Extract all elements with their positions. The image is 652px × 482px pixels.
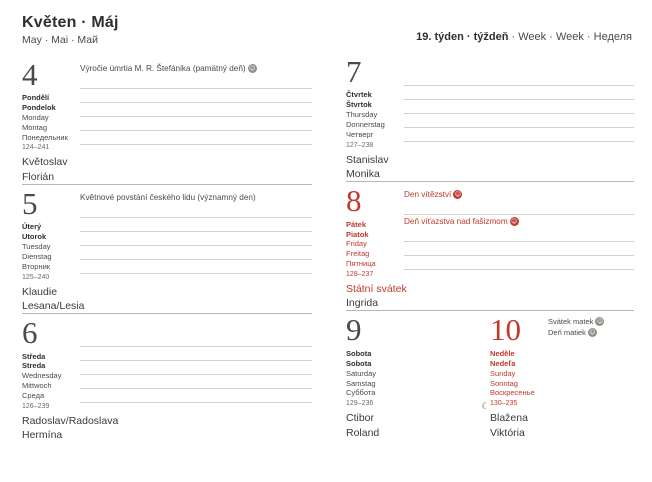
weekday-names: [22, 93, 80, 142]
name-day-cs: Radoslav/Radoslava: [22, 414, 119, 427]
holiday-note: [548, 317, 634, 327]
name-day-sk: Florián: [22, 170, 55, 183]
name-day-sk: Viktória: [490, 426, 525, 439]
write-line[interactable]: [80, 89, 312, 103]
weekday-names: [346, 90, 404, 139]
weekday-en: Sunday: [490, 368, 516, 378]
write-line[interactable]: [80, 75, 312, 89]
weekend-name-day-list: [346, 407, 634, 439]
day-count: 129–236: [346, 400, 374, 408]
weekday-de: Freitag: [346, 249, 370, 259]
day-block-saturday: [346, 312, 490, 408]
day-block-sunday: [490, 312, 634, 408]
write-line[interactable]: [80, 347, 312, 361]
day-block-friday: [346, 181, 634, 310]
day-number-col: [346, 54, 404, 149]
left-column: [22, 14, 328, 472]
name-day-list: [346, 149, 634, 181]
day-number-col: [346, 183, 404, 279]
day-count: 127–238: [346, 141, 374, 149]
weekday-sk: Sobota: [346, 358, 372, 368]
write-line[interactable]: [80, 361, 312, 375]
weekday-cs: Pondělí: [22, 93, 50, 103]
weekday-ru: Четверг: [346, 130, 374, 139]
name-day-cs: Stanislav: [346, 153, 389, 166]
sunday-name-days: [490, 411, 634, 439]
sunday-notes-area[interactable]: [548, 315, 634, 407]
weekday-de: Donnerstag: [346, 120, 385, 130]
day-number: 4: [22, 56, 38, 92]
name-day-sk: Hermína: [22, 429, 63, 442]
page-columns: [22, 14, 634, 472]
weekday-sk: Štvrtok: [346, 100, 372, 110]
holiday-note: [80, 320, 312, 333]
name-day-cs: Květoslav: [22, 156, 68, 169]
smiley-icon: ☺: [589, 328, 596, 336]
day-count: 124–241: [22, 144, 50, 152]
day-block-weekend: [346, 310, 634, 439]
day-number: 8: [346, 183, 362, 219]
holiday-note: [80, 62, 312, 75]
write-line[interactable]: [404, 242, 634, 256]
day-block-tuesday: [22, 184, 312, 313]
write-line[interactable]: [80, 260, 312, 274]
moon-phase-icon: ☾: [481, 400, 490, 411]
weekday-cs: Čtvrtek: [346, 90, 372, 100]
write-line[interactable]: [404, 128, 634, 142]
write-line[interactable]: [80, 246, 312, 260]
day-number-col: [22, 185, 80, 281]
name-day-cs: Klaudie: [22, 285, 58, 298]
name-day-sk: Lesana/Lesia: [22, 299, 85, 312]
saturday-name-days: [346, 411, 490, 439]
day-number: 6: [22, 315, 38, 351]
smiley-icon: ☺: [596, 318, 604, 326]
holiday-note-text: Deň víťazstva nad fašizmom: [404, 217, 508, 227]
weekday-de: Montag: [22, 122, 48, 132]
holiday-note: [80, 191, 312, 204]
weekday-en: Tuesday: [22, 242, 51, 252]
holiday-note-secondary: [404, 215, 634, 228]
week-languages-label: · Week · Week · Неделя: [508, 31, 632, 43]
write-line[interactable]: [80, 389, 312, 403]
month-title: Květen · Máj: [22, 14, 119, 31]
notes-area[interactable]: [404, 186, 634, 278]
write-line[interactable]: [404, 228, 634, 242]
weekday-names: [346, 220, 404, 269]
holiday-note-text: Výročie úmrtia M. R. Štefánika (pamätný deň): [80, 63, 246, 73]
day-number: 9: [346, 312, 362, 348]
day-count: 128–237: [346, 271, 374, 279]
day-count: 125–240: [22, 273, 50, 281]
name-day-list: [346, 278, 634, 310]
write-line[interactable]: [404, 100, 634, 114]
write-line[interactable]: [80, 131, 312, 145]
day-block-wednesday: [22, 313, 312, 442]
weekday-sk: Nedeľa: [490, 358, 516, 368]
month-subtitle: May · Mai · Май: [22, 33, 98, 46]
weekday-de: Mittwoch: [22, 381, 52, 391]
weekday-sk: Piatok: [346, 229, 369, 239]
notes-area[interactable]: [80, 189, 312, 281]
weekday-ru: Вторник: [22, 261, 51, 271]
name-day-cs: Ctibor: [346, 412, 375, 425]
weekday-names: [22, 352, 80, 401]
holiday-note: [404, 59, 634, 72]
weekday-de: Samstag: [346, 378, 376, 388]
weekday-sk: Streda: [22, 361, 46, 371]
day-number-col: [22, 315, 80, 410]
week-header: [346, 14, 634, 43]
weekday-ru: Среда: [22, 391, 45, 401]
smiley-icon: ☺: [511, 218, 518, 226]
week-number-label: 19. týden · týždeň: [416, 31, 509, 43]
name-day-sk: Roland: [346, 426, 380, 439]
write-line[interactable]: [404, 86, 634, 100]
notes-area[interactable]: [404, 57, 634, 149]
write-line[interactable]: [404, 201, 634, 215]
weekday-en: Thursday: [346, 110, 378, 120]
weekday-en: Saturday: [346, 368, 377, 378]
write-line[interactable]: [404, 256, 634, 270]
weekday-names: [490, 349, 548, 398]
weekday-cs: Středa: [22, 351, 46, 361]
write-line[interactable]: [404, 114, 634, 128]
weekday-ru: Суббота: [346, 388, 376, 398]
write-line[interactable]: [80, 204, 312, 218]
weekday-en: Friday: [346, 239, 367, 249]
holiday-note-text: Den vítězství: [404, 190, 452, 200]
name-day-list: [22, 151, 312, 183]
weekday-en: Monday: [22, 112, 49, 122]
write-line[interactable]: [80, 103, 312, 117]
smiley-icon: ☺: [249, 64, 256, 72]
name-day-cs: Blažena: [490, 412, 528, 425]
right-column: [328, 14, 634, 472]
name-day-sk: Monika: [346, 168, 380, 181]
day-count: 126–239: [22, 402, 50, 410]
smiley-icon: ☺: [454, 191, 461, 199]
saturday-notes-area[interactable]: [404, 315, 490, 407]
holiday-note-secondary: [548, 328, 634, 338]
month-header: [22, 14, 312, 46]
weekday-de: Dienstag: [22, 251, 52, 261]
weekday-sk: Utorok: [22, 232, 47, 242]
weekday-sk: Pondelok: [22, 102, 56, 112]
name-day-sk: Ingrida: [346, 297, 379, 310]
day-block-thursday: [346, 53, 634, 181]
write-line[interactable]: [404, 72, 634, 86]
day-number: 5: [22, 185, 38, 221]
public-holiday-label: Státní svátek: [346, 283, 407, 296]
notes-area[interactable]: [80, 318, 312, 410]
weekday-ru: Воскресенье: [490, 388, 535, 398]
weekday-ru: Понедельник: [22, 132, 68, 142]
write-line[interactable]: [80, 375, 312, 389]
day-count: 130–235: [490, 400, 518, 408]
holiday-note: [404, 188, 634, 201]
write-line[interactable]: [80, 333, 312, 347]
weekday-ru: Пятница: [346, 259, 376, 269]
day-number-col: [346, 312, 404, 408]
write-line[interactable]: [80, 218, 312, 232]
day-block-monday: [22, 56, 312, 184]
day-number-col: [490, 312, 548, 408]
holiday-note-text: Deň matiek: [548, 327, 586, 337]
weekday-names: [346, 349, 404, 398]
write-line[interactable]: [80, 232, 312, 246]
write-line[interactable]: [80, 117, 312, 131]
holiday-note-text: Květnové povstání českého lidu (významný den): [80, 192, 256, 202]
day-number-col: [22, 56, 80, 152]
name-day-list: [22, 281, 312, 313]
weekday-cs: Neděle: [490, 348, 515, 358]
weekday-cs: Pátek: [346, 219, 367, 229]
holiday-note-text: Svátek matek: [548, 317, 594, 327]
day-number: 10: [490, 312, 521, 348]
weekday-cs: Úterý: [22, 222, 42, 232]
name-day-list: [22, 410, 312, 442]
weekday-en: Wednesday: [22, 371, 62, 381]
weekday-de: Sonntag: [490, 378, 518, 388]
weekday-names: [22, 222, 80, 271]
day-number: 7: [346, 54, 362, 89]
notes-area[interactable]: [80, 60, 312, 152]
weekday-cs: Sobota: [346, 348, 372, 358]
